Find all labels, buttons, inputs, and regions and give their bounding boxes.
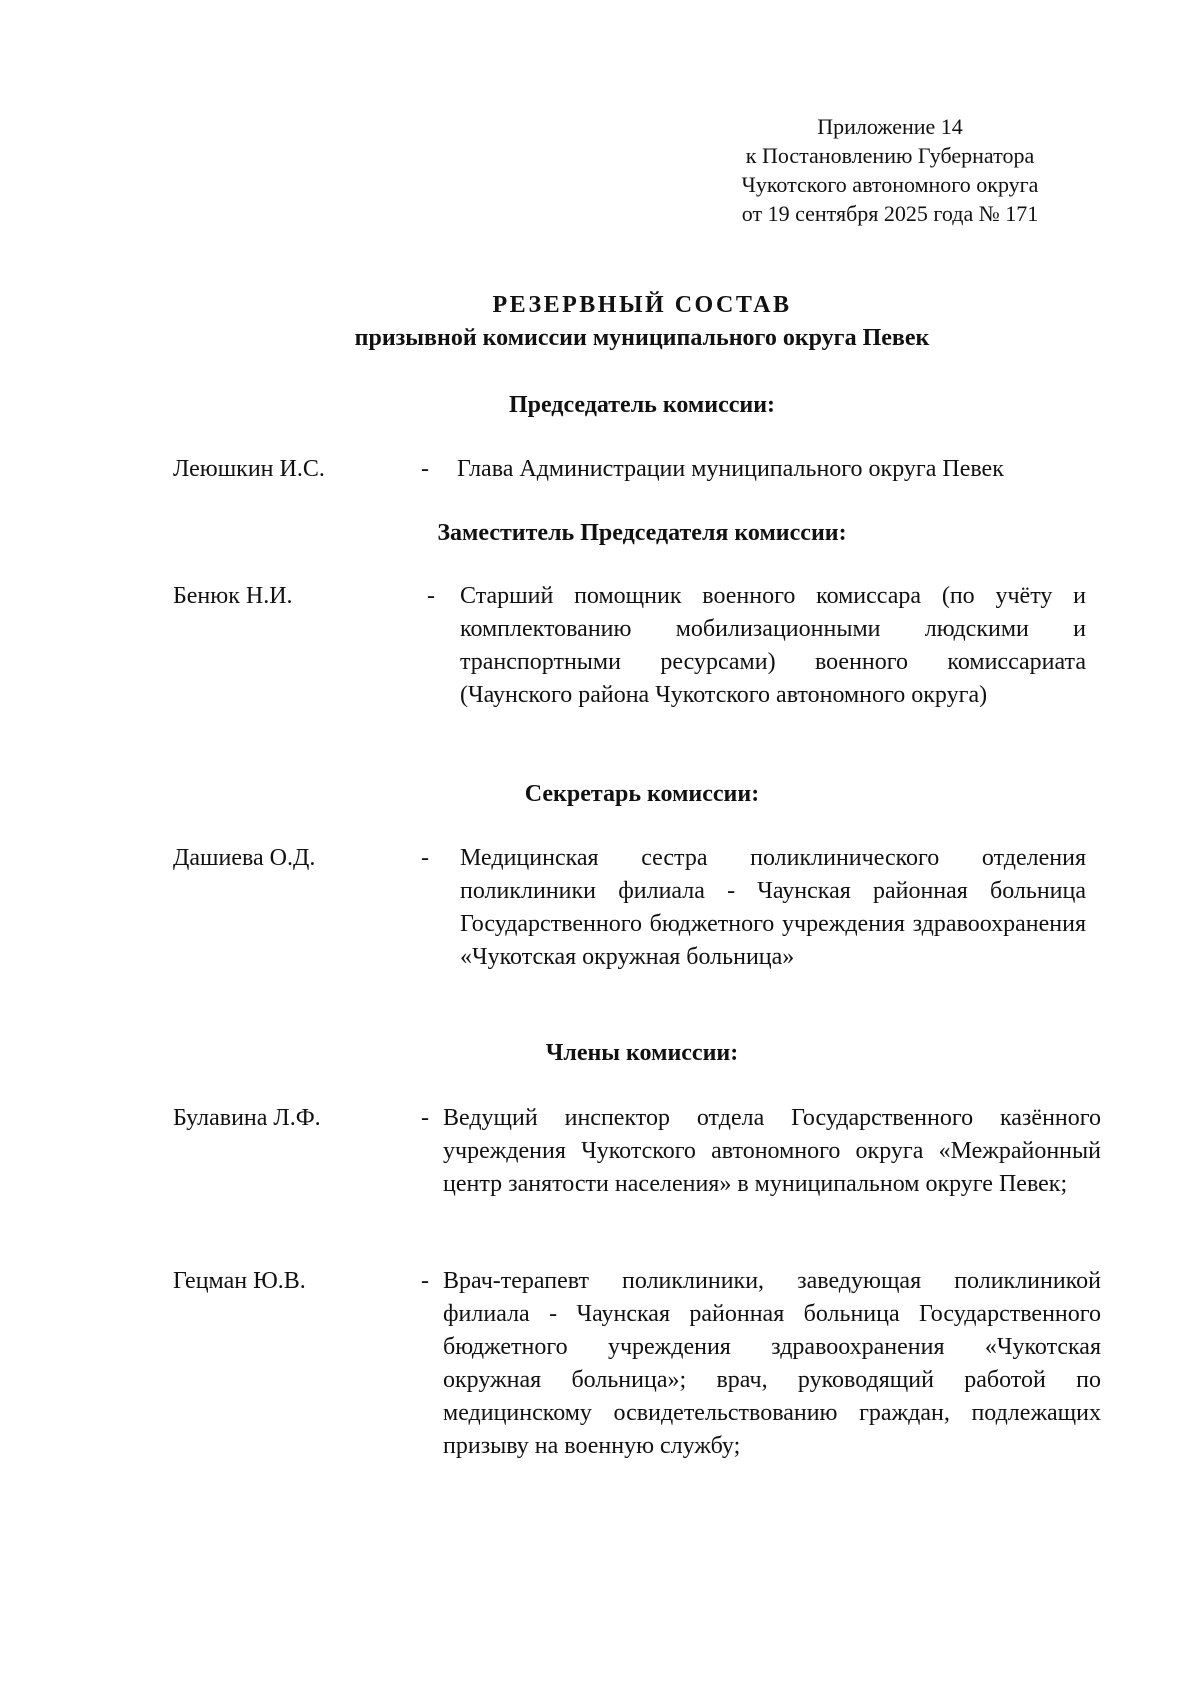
member-2-dash: - (421, 1268, 429, 1294)
document-subtitle: призывной комиссии муниципального округа Певек (354, 325, 930, 351)
secretary-name: Дашиева О.Д. (173, 845, 316, 871)
chair-name: Леюшкин И.С. (173, 456, 325, 482)
section-heading-chair: Председатель комиссии: (508, 392, 776, 418)
appendix-line-1: Приложение 14 (817, 114, 963, 139)
document-title: РЕЗЕРВНЫЙ СОСТАВ (492, 292, 792, 318)
deputy-name: Бенюк Н.И. (173, 583, 293, 609)
member-2-description: Врач-терапевт поликлиники, заведующая поликлиникой филиала - Чаунская районная больница Государственного бюджетного учреждения здравоохранения «Чукотская окружная больница»; врач, руководящий работой по медицинскому освидетельствованию граждан, подлежащих призыву на военную службу; (443, 1268, 1101, 1459)
appendix-line-4: от 19 сентября 2025 года № 171 (741, 201, 1039, 226)
deputy-description: Старший помощник военного комиссара (по учёту и комплектованию мобилизационными людскими и транспортными ресурсами) военного комиссариата (Чаунского района Чукотского автономного округа) (460, 583, 1086, 708)
chair-dash: - (421, 456, 429, 482)
chair-description: Глава Администрации муниципального округа Певек (457, 456, 1004, 482)
member-1-description: Ведущий инспектор отдела Государственного казённого учреждения Чукотского автономного округа «Межрайонный центр занятости населения» в муниципальном округе Певек; (443, 1105, 1101, 1197)
appendix-line-2: к Постановлению Губернатора (745, 143, 1035, 168)
member-1-dash: - (421, 1105, 429, 1131)
secretary-description: Медицинская сестра поликлинического отделения поликлиники филиала - Чаунская районная больница Государственного бюджетного учреждения здравоохранения «Чукотская окружная больница» (460, 845, 1086, 970)
section-heading-deputy: Заместитель Председателя комиссии: (437, 520, 847, 546)
section-heading-members: Члены комиссии: (545, 1040, 739, 1066)
secretary-dash: - (421, 845, 429, 871)
appendix-header (700, 112, 1080, 228)
deputy-dash: - (427, 583, 435, 609)
member-1-name: Булавина Л.Ф. (173, 1105, 321, 1131)
member-2-name: Гецман Ю.В. (173, 1268, 306, 1294)
section-heading-secretary: Секретарь комиссии: (524, 781, 760, 807)
appendix-line-3: Чукотского автономного округа (741, 172, 1039, 197)
